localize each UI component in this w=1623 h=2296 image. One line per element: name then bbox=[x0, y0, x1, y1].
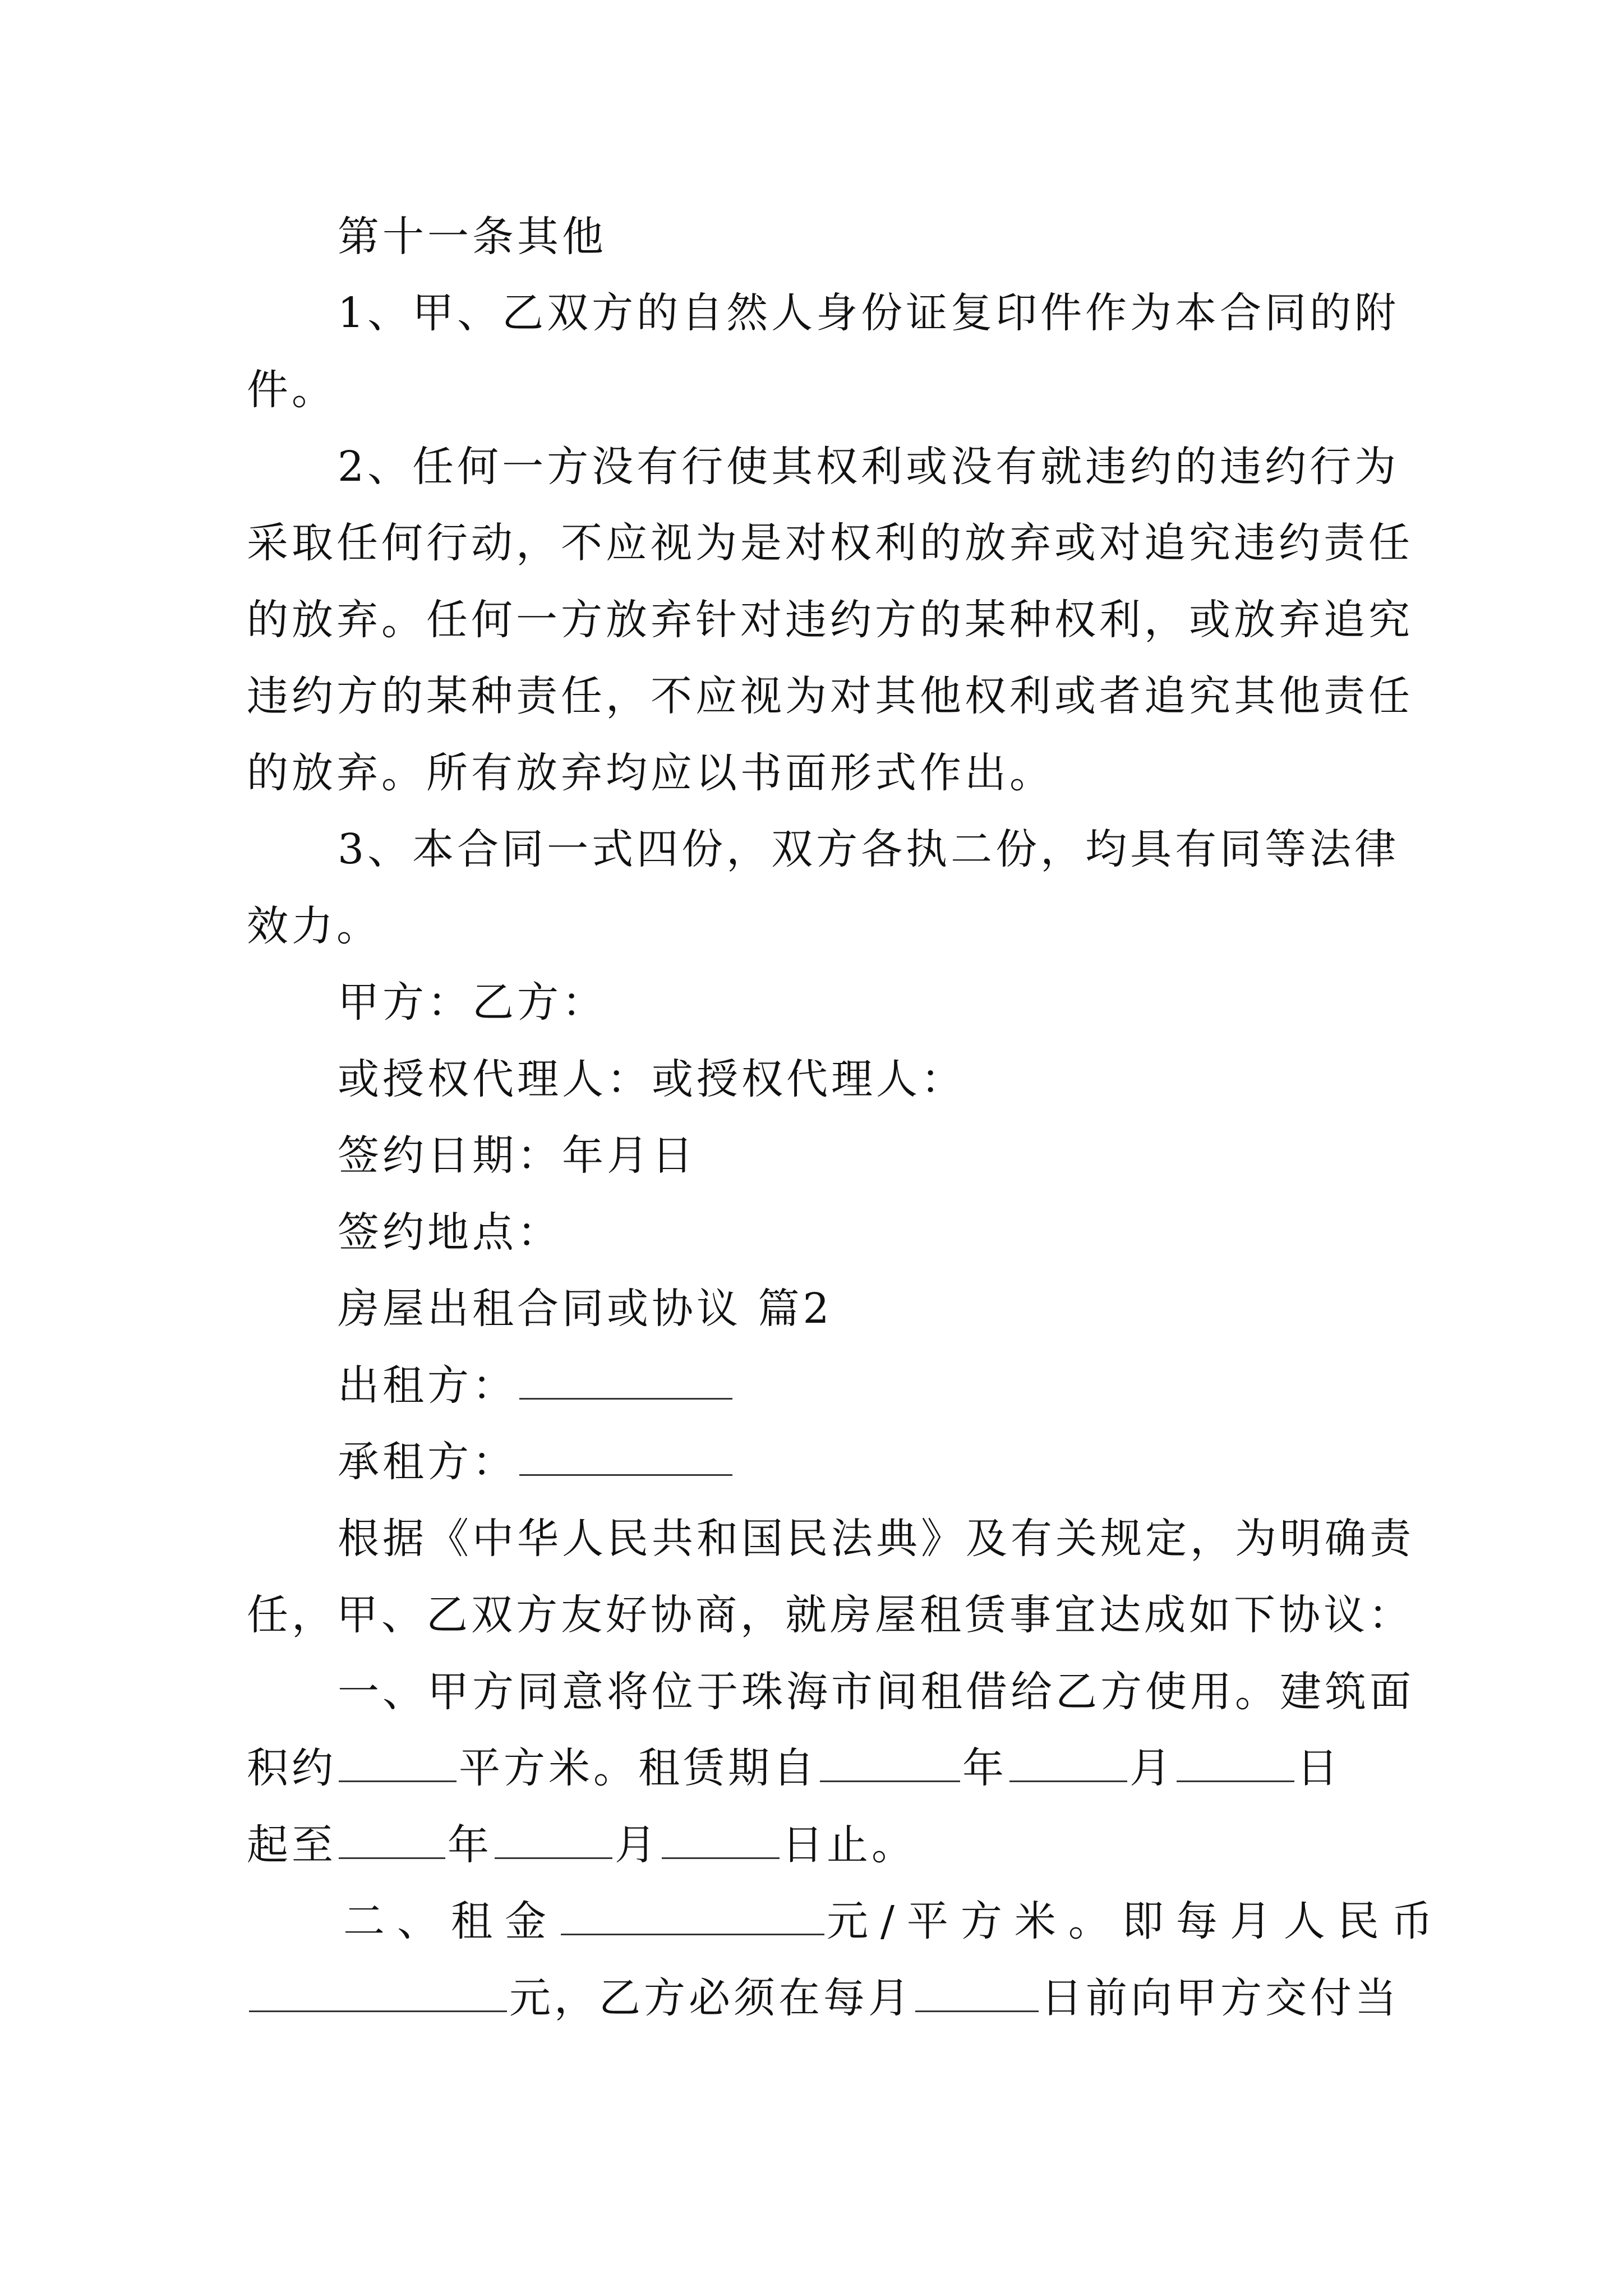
signing-place: 签约地点： bbox=[338, 1208, 562, 1257]
area-blank bbox=[339, 1747, 457, 1782]
rent-label: 二、租金 bbox=[343, 1897, 559, 1945]
signing-date: 签约日期：年月日 bbox=[338, 1131, 697, 1180]
lessor-label: 出租方： bbox=[338, 1361, 517, 1410]
lessor-blank bbox=[519, 1364, 732, 1400]
clause-3-line-2: 效力。 bbox=[247, 902, 381, 950]
monthly-rent-blank bbox=[249, 1977, 507, 2012]
clause-2-line-4: 违约方的某种责任，不应视为对其他权利或者追究其他责任 bbox=[247, 672, 1413, 720]
section-title: 房屋出租合同或协议 篇2 bbox=[338, 1285, 833, 1333]
area-label: 积约 bbox=[247, 1744, 336, 1792]
clause-2-line-2: 采取任何行动，不应视为是对权利的放弃或对追究违约责任 bbox=[247, 519, 1413, 567]
party-labels: 甲方：乙方： bbox=[338, 978, 607, 1027]
start-day-blank bbox=[1177, 1747, 1294, 1782]
term-2-line-1 bbox=[343, 1893, 1445, 1949]
clause-3-line-1: 3、本合同一式四份，双方各执二份，均具有同等法律 bbox=[338, 825, 1400, 873]
end-month-blank bbox=[495, 1824, 612, 1859]
agent-labels: 或授权代理人：或授权代理人： bbox=[338, 1055, 966, 1103]
year-label: 年 bbox=[962, 1744, 1007, 1792]
lease-period-label: 平方米。租赁期自 bbox=[459, 1744, 818, 1792]
day-label: 日 bbox=[1297, 1744, 1341, 1792]
preamble-line-2: 任，甲、乙双方友好协商，就房屋租赁事宜达成如下协议： bbox=[247, 1591, 1413, 1639]
clause-2-line-5: 的放弃。所有放弃均应以书面形式作出。 bbox=[247, 749, 1054, 797]
lessee-blank bbox=[519, 1441, 732, 1476]
term-1-line-1: 一、甲方同意将位于珠海市间租借给乙方使用。建筑面 bbox=[338, 1668, 1414, 1716]
payment-day-text: 日前向甲方交付当 bbox=[1041, 1974, 1400, 2022]
start-year-blank bbox=[820, 1747, 960, 1782]
clause-2-line-1: 2、任何一方没有行使其权利或没有就违约的违约行为 bbox=[338, 443, 1400, 491]
lessor-line bbox=[338, 1358, 1374, 1414]
end-year-blank bbox=[339, 1824, 445, 1859]
term-1-line-2 bbox=[247, 1740, 1374, 1796]
clause-1-line-2: 件。 bbox=[247, 366, 336, 414]
end-year-label: 年 bbox=[448, 1821, 492, 1869]
monthly-rent-text: 元，乙方必须在每月 bbox=[509, 1974, 913, 2022]
lessee-line bbox=[338, 1434, 1374, 1490]
payment-day-blank bbox=[915, 1977, 1039, 2012]
preamble-line-1: 根据《中华人民共和国民法典》及有关规定，为明确责 bbox=[338, 1515, 1414, 1563]
until-label: 起至 bbox=[247, 1821, 336, 1869]
term-1-line-3 bbox=[247, 1817, 1374, 1873]
rent-rate-blank bbox=[561, 1900, 824, 1935]
term-2-line-2 bbox=[247, 1970, 1400, 2026]
start-month-blank bbox=[1009, 1747, 1127, 1782]
month-label: 月 bbox=[1129, 1744, 1174, 1792]
rent-rate-unit: 元/平方米。即每月人民币 bbox=[827, 1897, 1445, 1945]
end-day-label: 日止。 bbox=[782, 1821, 916, 1869]
end-month-label: 月 bbox=[615, 1821, 660, 1869]
article-11-heading: 第十一条其他 bbox=[338, 213, 607, 261]
end-day-blank bbox=[662, 1824, 780, 1859]
clause-2-line-3: 的放弃。任何一方放弃针对违约方的某种权利，或放弃追究 bbox=[247, 596, 1413, 644]
lessee-label: 承租方： bbox=[338, 1438, 517, 1486]
clause-1-line-1: 1、甲、乙双方的自然人身份证复印件作为本合同的附 bbox=[338, 289, 1400, 337]
